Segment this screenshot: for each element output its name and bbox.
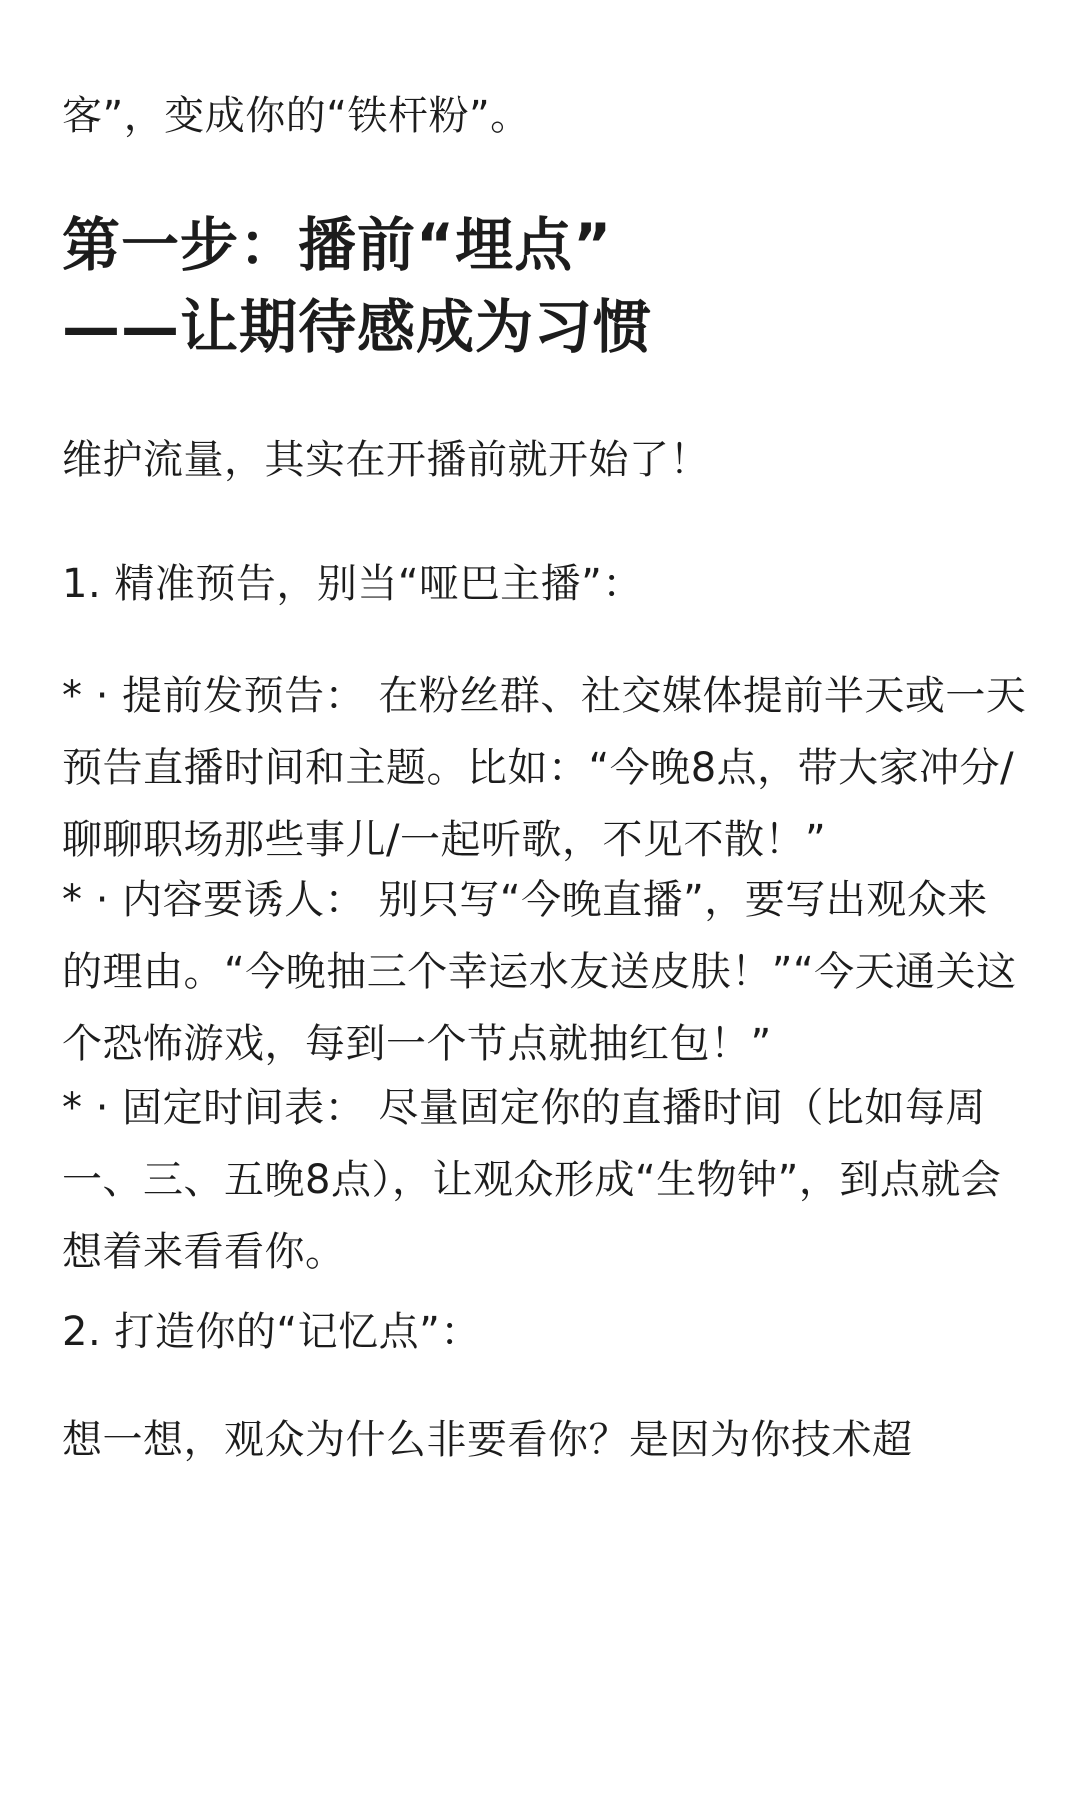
section-heading-line1: 第一步：播前“埋点” — [62, 211, 613, 279]
point1-bullet-preview: * · 提前发预告： 在粉丝群、社交媒体提前半天或一天预告直播时间和主题。比如：“今晚8点，带大家冲分/聊聊职场那些事儿/一起听歌，不见不散！” — [62, 673, 1027, 863]
point1-title: 1. 精准预告，别当“哑巴主播”： — [62, 561, 643, 607]
intro-tail-paragraph: 客”，变成你的“铁杆粉”。 — [62, 93, 531, 139]
point2-paragraph: 想一想，观众为什么非要看你？是因为你技术超 — [62, 1417, 913, 1463]
point1-bullet-content: * · 内容要诱人： 别只写“今晚直播”，要写出观众来的理由。“今晚抽三个幸运水友送皮肤！”“今天通关这个恐怖游戏，每到一个节点就抽红包！” — [62, 877, 1017, 1067]
point2-title: 2. 打造你的“记忆点”： — [62, 1309, 481, 1355]
section-heading-line2: ——让期待感成为习惯 — [62, 293, 653, 361]
lead-paragraph: 维护流量，其实在开播前就开始了！ — [62, 437, 710, 483]
section-heading — [62, 204, 1028, 368]
point1-bullet-schedule: * · 固定时间表： 尽量固定你的直播时间（比如每周一、三、五晚8点），让观众形成“生物钟”，到点就会想着来看看你。 — [62, 1085, 1002, 1275]
